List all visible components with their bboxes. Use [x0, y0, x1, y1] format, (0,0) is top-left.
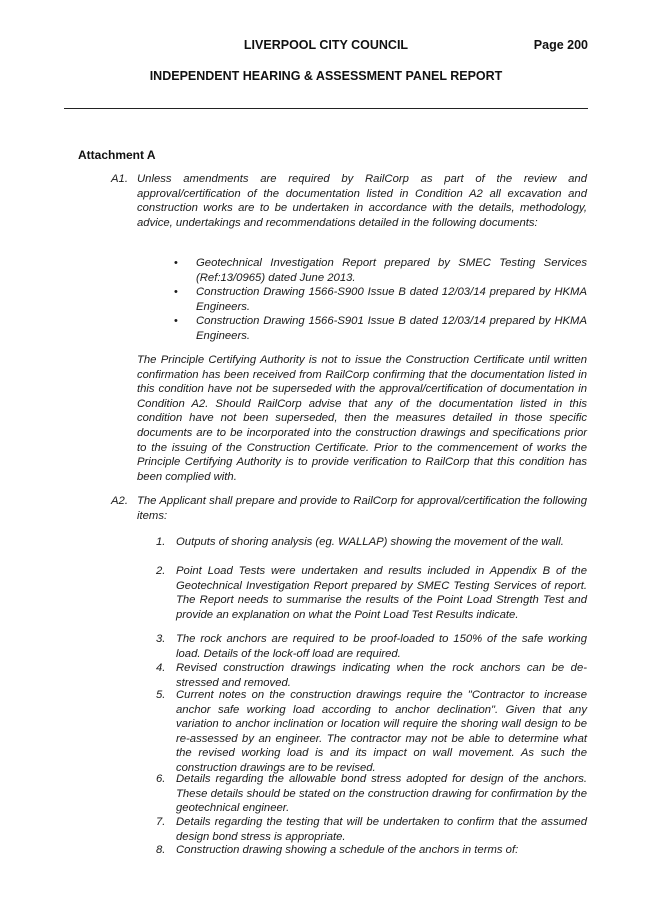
item-number: 4.	[156, 662, 166, 674]
list-item: Details regarding the allowable bond stress adopted for design of the anchors. These details should be stated on the construction drawing for confirmation by the geotechnical engineer.	[176, 773, 587, 815]
document-list-item: Construction Drawing 1566-S901 Issue B dated 12/03/14 prepared by HKMA Engineers.	[196, 315, 587, 342]
list-item: Outputs of shoring analysis (eg. WALLAP) showing the movement of the wall.	[176, 536, 564, 548]
condition-a1-closing: The Principle Certifying Authority is not to issue the Construction Certificate until written confirmation has been received from RailCorp confirming that the documentation listed in this condition have not be superseded with the approval/certification of documentation in Condition A2. Should RailCorp advise that any of the documentation listed in this condition have not been superseded, then the measures detailed in those specific documents are to be incorporated into the construction drawings and specifications prior to the issuing of the Construction Certificate. Prior to the commencement of works the Principle Certifying Authority is to provide verification to RailCorp that this condition has been complied with.	[137, 354, 587, 483]
list-item: Construction drawing showing a schedule of the anchors in terms of:	[176, 844, 519, 856]
item-number: 7.	[156, 816, 166, 828]
list-item: Revised construction drawings indicating when the rock anchors can be de-stressed and removed.	[176, 662, 587, 689]
header-divider	[64, 108, 588, 109]
item-number: 1.	[156, 536, 166, 548]
bullet-icon: •	[174, 286, 178, 298]
item-number: 5.	[156, 689, 166, 701]
report-title: INDEPENDENT HEARING & ASSESSMENT PANEL REPORT	[149, 69, 503, 83]
condition-a1-intro: Unless amendments are required by RailCorp as part of the review and approval/certification of the documentation listed in Condition A2 all excavation and construction works are to be undertaken in accordance with the details, methodology, advice, undertakings and recommendations detailed in the following documents:	[137, 173, 587, 229]
document-list-item: Construction Drawing 1566-S900 Issue B dated 12/03/14 prepared by HKMA Engineers.	[196, 286, 587, 313]
item-number: 6.	[156, 773, 166, 785]
bullet-icon: •	[174, 315, 178, 327]
bullet-icon: •	[174, 257, 178, 269]
header-organization: LIVERPOOL CITY COUNCIL	[243, 38, 409, 52]
document-list-item: Geotechnical Investigation Report prepared by SMEC Testing Services (Ref:13/0965) dated June 2013.	[196, 257, 587, 284]
list-item: Details regarding the testing that will be undertaken to confirm that the assumed design bond stress is appropriate.	[176, 816, 587, 843]
item-number: 3.	[156, 633, 166, 645]
attachment-heading: Attachment A	[78, 148, 156, 162]
item-number: 2.	[156, 565, 166, 577]
list-item: Current notes on the construction drawings require the "Contractor to increase anchor safe working load according to anchor declination". Given that any variation to anchor inclination or location will require the shoring wall design to be re-assessed by an engineer. The contractor may not be able to determine what the revised working load is and its impact on wall movement. As such the construction drawings are to be revised.	[176, 689, 587, 774]
page-number: Page 200	[533, 38, 588, 52]
condition-a2-intro: The Applicant shall prepare and provide to RailCorp for approval/certification the following items:	[137, 495, 587, 522]
condition-label-a1: A1.	[111, 173, 128, 185]
list-item: The rock anchors are required to be proof-loaded to 150% of the safe working load. Details of the lock-off load are required.	[176, 633, 587, 660]
item-number: 8.	[156, 844, 166, 856]
condition-label-a2: A2.	[111, 495, 128, 507]
list-item: Point Load Tests were undertaken and results included in Appendix B of the Geotechnical Investigation Report prepared by SMEC Testing Services of report. The Report needs to summarise the results of the Point Load Strength Test and provide an explanation on what the Point Load Test Results indicate.	[176, 565, 587, 621]
